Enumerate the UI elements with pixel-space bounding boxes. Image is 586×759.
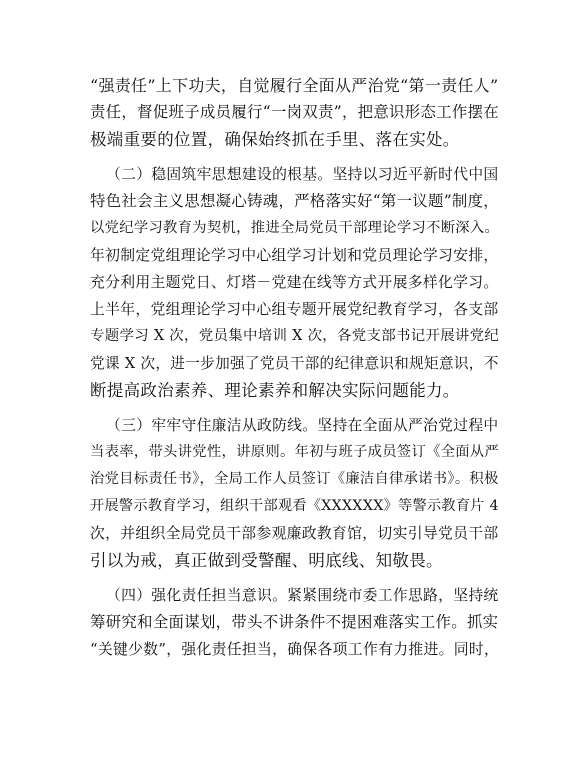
text-line: 年初制定党组理论学习中心组学习计划和党员理论学习安排， bbox=[90, 247, 499, 264]
text-line: 充分利用主题党日、灯塔－党建在线等方式开展多样化学习。 bbox=[90, 274, 499, 291]
text-line: “关键少数”，强化责任担当，确保各项工作有力推进。同时， bbox=[90, 641, 500, 658]
text-line: 以党纪学习教育为契机，推进全局党员干部理论学习不断深入。 bbox=[90, 220, 500, 236]
text-line: 引以为戒，真正做到受警醒、明底线、知敬畏。 bbox=[90, 551, 443, 570]
text-line: 断提高政治素养、理论素养和解决实际问题能力。 bbox=[90, 381, 460, 400]
text-line: 筹研究和全面谋划，带头不讲条件不提困难落实工作。抓实 bbox=[90, 613, 499, 631]
text-line: 专题学习 X 次，党员集中培训 X 次，各党支部书记开展讲党纪 bbox=[90, 328, 500, 344]
text-line: 党课 X 次，进一步加强了党员干部的纪律意识和规矩意识，不 bbox=[90, 355, 499, 372]
section-heading-line: （三）牢牢守住廉洁从政防线。坚持在全面从严治党过程中 bbox=[106, 417, 499, 434]
section-heading-line: （二）稳固筑牢思想建设的根基。坚持以习近平新时代中国 bbox=[106, 166, 499, 183]
text-line: 上半年，党组理论学习中心组专题开展党纪教育学习，各支部 bbox=[90, 301, 499, 318]
text-line: 责任，督促班子成员履行“一岗双责”，把意识形态工作摆在 bbox=[90, 103, 500, 121]
text-line: 开展警示教育学习，组织干部观看《XXXXXX》等警示教育片 4 bbox=[90, 498, 499, 514]
text-line: 特色社会主义思想凝心铸魂，严格落实好“第一议题”制度， bbox=[90, 192, 500, 210]
text-line: 次，并组织全局党员干部参观廉政教育馆，切实引导党员干部 bbox=[90, 525, 499, 542]
text-line: “强责任”上下功夫，自觉履行全面从严治党“第一责任人” bbox=[90, 76, 499, 95]
text-line: 当表率，带头讲党性，讲原则。年初与班子成员签订《全面从严 bbox=[90, 444, 500, 460]
text-line: 治党目标责任书》，全局工作人员签订《廉洁自律承诺书》。积极 bbox=[90, 471, 499, 487]
text-line: 极端重要的位置，确保始终抓在手里、落在实处。 bbox=[90, 130, 460, 149]
section-heading-line: （四）强化责任担当意识。紧紧围绕市委工作思路，坚持统 bbox=[106, 587, 499, 604]
